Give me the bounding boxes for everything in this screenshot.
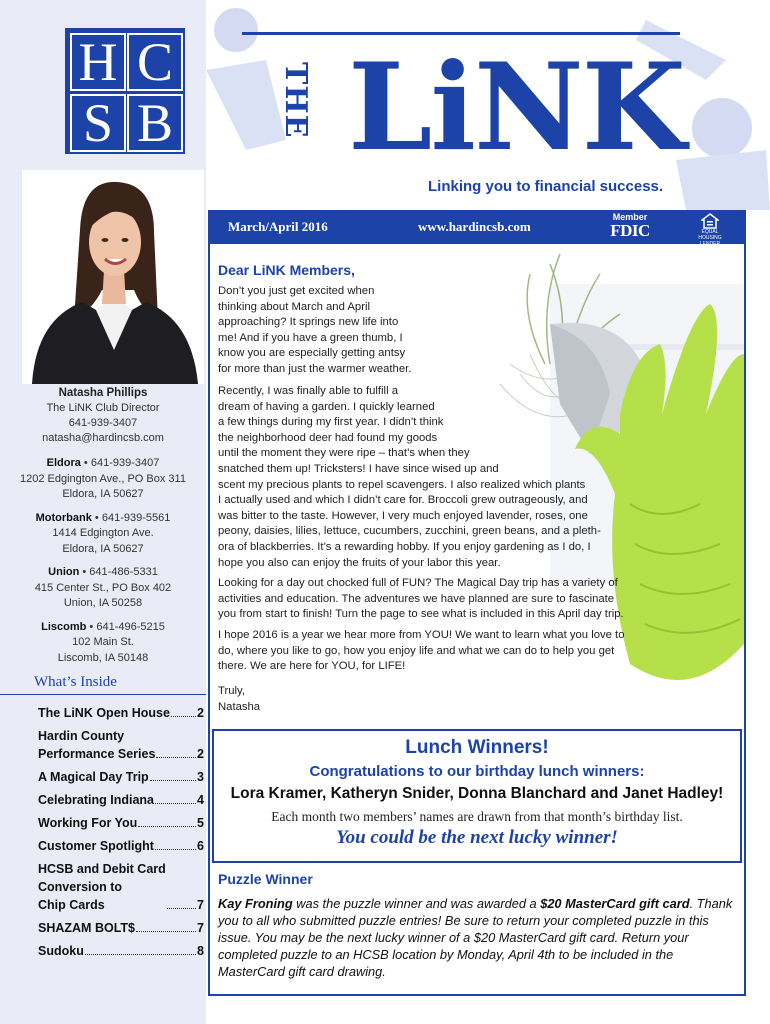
lunch-lucky-line: You could be the next lucky winner! — [336, 827, 618, 848]
branch-phone: • 641-496-5215 — [86, 620, 165, 633]
lunch-heading: Lunch Winners! — [405, 737, 549, 758]
letter-paragraph: I hope 2016 is a year we hear more from YOU! We want to learn what you love to do, where you like to go, how you enjoy life and what we can do to help you get there. We are here for YOU, for LIFE! — [218, 629, 625, 673]
director-email[interactable]: natasha@hardincsb.com — [42, 432, 164, 444]
divider — [0, 694, 206, 695]
table-of-contents — [38, 704, 204, 965]
sidebar — [0, 0, 206, 1024]
puzzle-text — [218, 895, 738, 980]
director-info — [0, 386, 206, 446]
logo-letter: S — [70, 94, 126, 152]
equal-housing-lender-icon: EQUAL HOUSING LENDER — [696, 213, 724, 241]
whats-inside-title: What’s Inside — [34, 674, 117, 690]
branch-city: Union, IA 50258 — [63, 597, 143, 609]
toc-item[interactable]: Celebrating Indiana 4 — [38, 793, 204, 807]
puzzle-text-part: . Thank you to all who submitted puzzle entries! Be sure to return your completed puzzle in this issue. You may be the next lucky winner of a $20 MasterCard gift card. Return your completed puzzle to an HCSB location by Monday, April 4th to be included in the MasterCard gift card drawing. — [218, 896, 733, 979]
branch-name: Union — [48, 566, 80, 578]
letter-greeting: Dear LiNK Members, — [218, 262, 355, 278]
branch-eldora — [0, 456, 206, 503]
frame-border — [208, 244, 210, 996]
branch-address: 1202 Edgington Ave., PO Box 311 — [20, 472, 186, 485]
toc-item[interactable]: Customer Spotlight 6 — [38, 839, 204, 853]
masthead-the: THE — [278, 62, 313, 139]
branch-name: Motorbank — [35, 511, 92, 524]
toc-item[interactable]: HCSB and Debit Card Conversion to Chip Cards 7 — [38, 862, 204, 912]
toc-item[interactable]: Working For You 5 — [38, 816, 204, 830]
logo-letter: C — [127, 33, 183, 91]
letter-paragraph: Looking for a day out chocked full of FUN? The Magical Day trip has a variety of activities and education. The adventures we have planned are sure to fascinate you from start to finish! Turn the page to see what is included in this April day trip. — [218, 577, 624, 621]
branch-address: 1414 Edgington Ave. — [52, 527, 154, 539]
portrait-illustration — [22, 170, 204, 384]
branch-address: 102 Main St. — [72, 636, 134, 648]
branch-city: Eldora, IA 50627 — [62, 542, 144, 555]
branch-phone: • 641-486-5331 — [79, 566, 158, 578]
branch-phone: • 641-939-5561 — [91, 511, 171, 524]
lunch-winners-box — [212, 729, 742, 863]
branch-union — [0, 565, 206, 612]
branch-address: 415 Center St., PO Box 402 — [34, 581, 172, 594]
branch-name: Eldora — [46, 457, 81, 469]
issue-info-bar — [208, 210, 746, 247]
logo-letter: B — [127, 94, 183, 152]
masthead-rule — [242, 32, 680, 35]
branch-motorbank — [0, 511, 206, 558]
letter-paragraph: Recently, I was finally able to fulfill a dream of having a garden. I quickly learned a few things during my first year. I didn’t think the neighborhood deer had found my goods until the moment they were ripe – that’s when they snatched them up! Tricksters! I have since wised up and scent my precious plants to repel scavengers. I also realized which plants I actually used and which I didn’t care for. Broccoli grew outrageously, and was bitter to the taste. However, I very much enjoyed lavender, roses, one peony, daisies, lilies, lettuce, cucumbers, zucchini, green beans, and a pleth- ora of blackberries. It’s a rewarding hobby. If you enjoy gardening as I do, I hope you also can enjoy the fruits of your labor this year. — [218, 385, 601, 569]
toc-item[interactable]: Sudoku 8 — [38, 944, 204, 958]
puzzle-prize: $20 MasterCard gift card — [540, 896, 690, 911]
branch-name: Liscomb — [41, 620, 87, 633]
frame-border — [744, 244, 746, 996]
masthead-title: LiNK — [348, 37, 684, 178]
website-link[interactable]: www.hardincsb.com — [418, 219, 531, 234]
branch-city: Liscomb, IA 50148 — [57, 651, 149, 664]
director-title: The LiNK Club Director — [46, 402, 160, 414]
frame-border — [208, 994, 746, 996]
logo-letter: H — [70, 33, 126, 91]
toc-item[interactable]: A Magical Day Trip 3 — [38, 770, 204, 784]
lunch-winner-names: Lora Kramer, Katheryn Snider, Donna Blanchard and Janet Hadley! — [230, 785, 724, 802]
branch-liscomb — [0, 620, 206, 667]
director-phone: 641-939-3407 — [68, 417, 138, 429]
lunch-subheading: Congratulations to our birthday lunch winners: — [309, 763, 645, 780]
branch-list — [0, 456, 206, 674]
fdic-logo: Member FDIC — [610, 212, 650, 240]
issue-date: March/April 2016 — [228, 219, 328, 234]
toc-item[interactable]: SHAZAM BOLT$ 7 — [38, 921, 204, 935]
director-name: Natasha Phillips — [58, 387, 148, 399]
hcsb-logo[interactable] — [65, 28, 185, 154]
puzzle-title: Puzzle Winner — [218, 871, 313, 887]
toc-item[interactable]: The LiNK Open House 2 — [38, 706, 204, 720]
puzzle-winner-name: Kay Froning — [218, 896, 293, 911]
letter-closing: Truly, Natasha — [218, 685, 261, 713]
director-photo — [22, 170, 204, 384]
toc-item[interactable]: Hardin County Performance Series 2 — [38, 729, 204, 761]
branch-phone: • 641-939-3407 — [80, 457, 160, 469]
masthead-tagline: Linking you to financial success. — [428, 178, 664, 195]
puzzle-text-part: was the puzzle winner and was awarded a — [292, 896, 541, 911]
lunch-note: Each month two members’ names are drawn from that month’s birthday list. — [271, 809, 683, 824]
branch-city: Eldora, IA 50627 — [62, 488, 144, 500]
letter-paragraph: Don’t you just get excited when thinking about March and April approaching? It springs new life into me! And if you have a green thumb, I know you are especially getting antsy for more than just the warmer weather. — [218, 285, 412, 375]
